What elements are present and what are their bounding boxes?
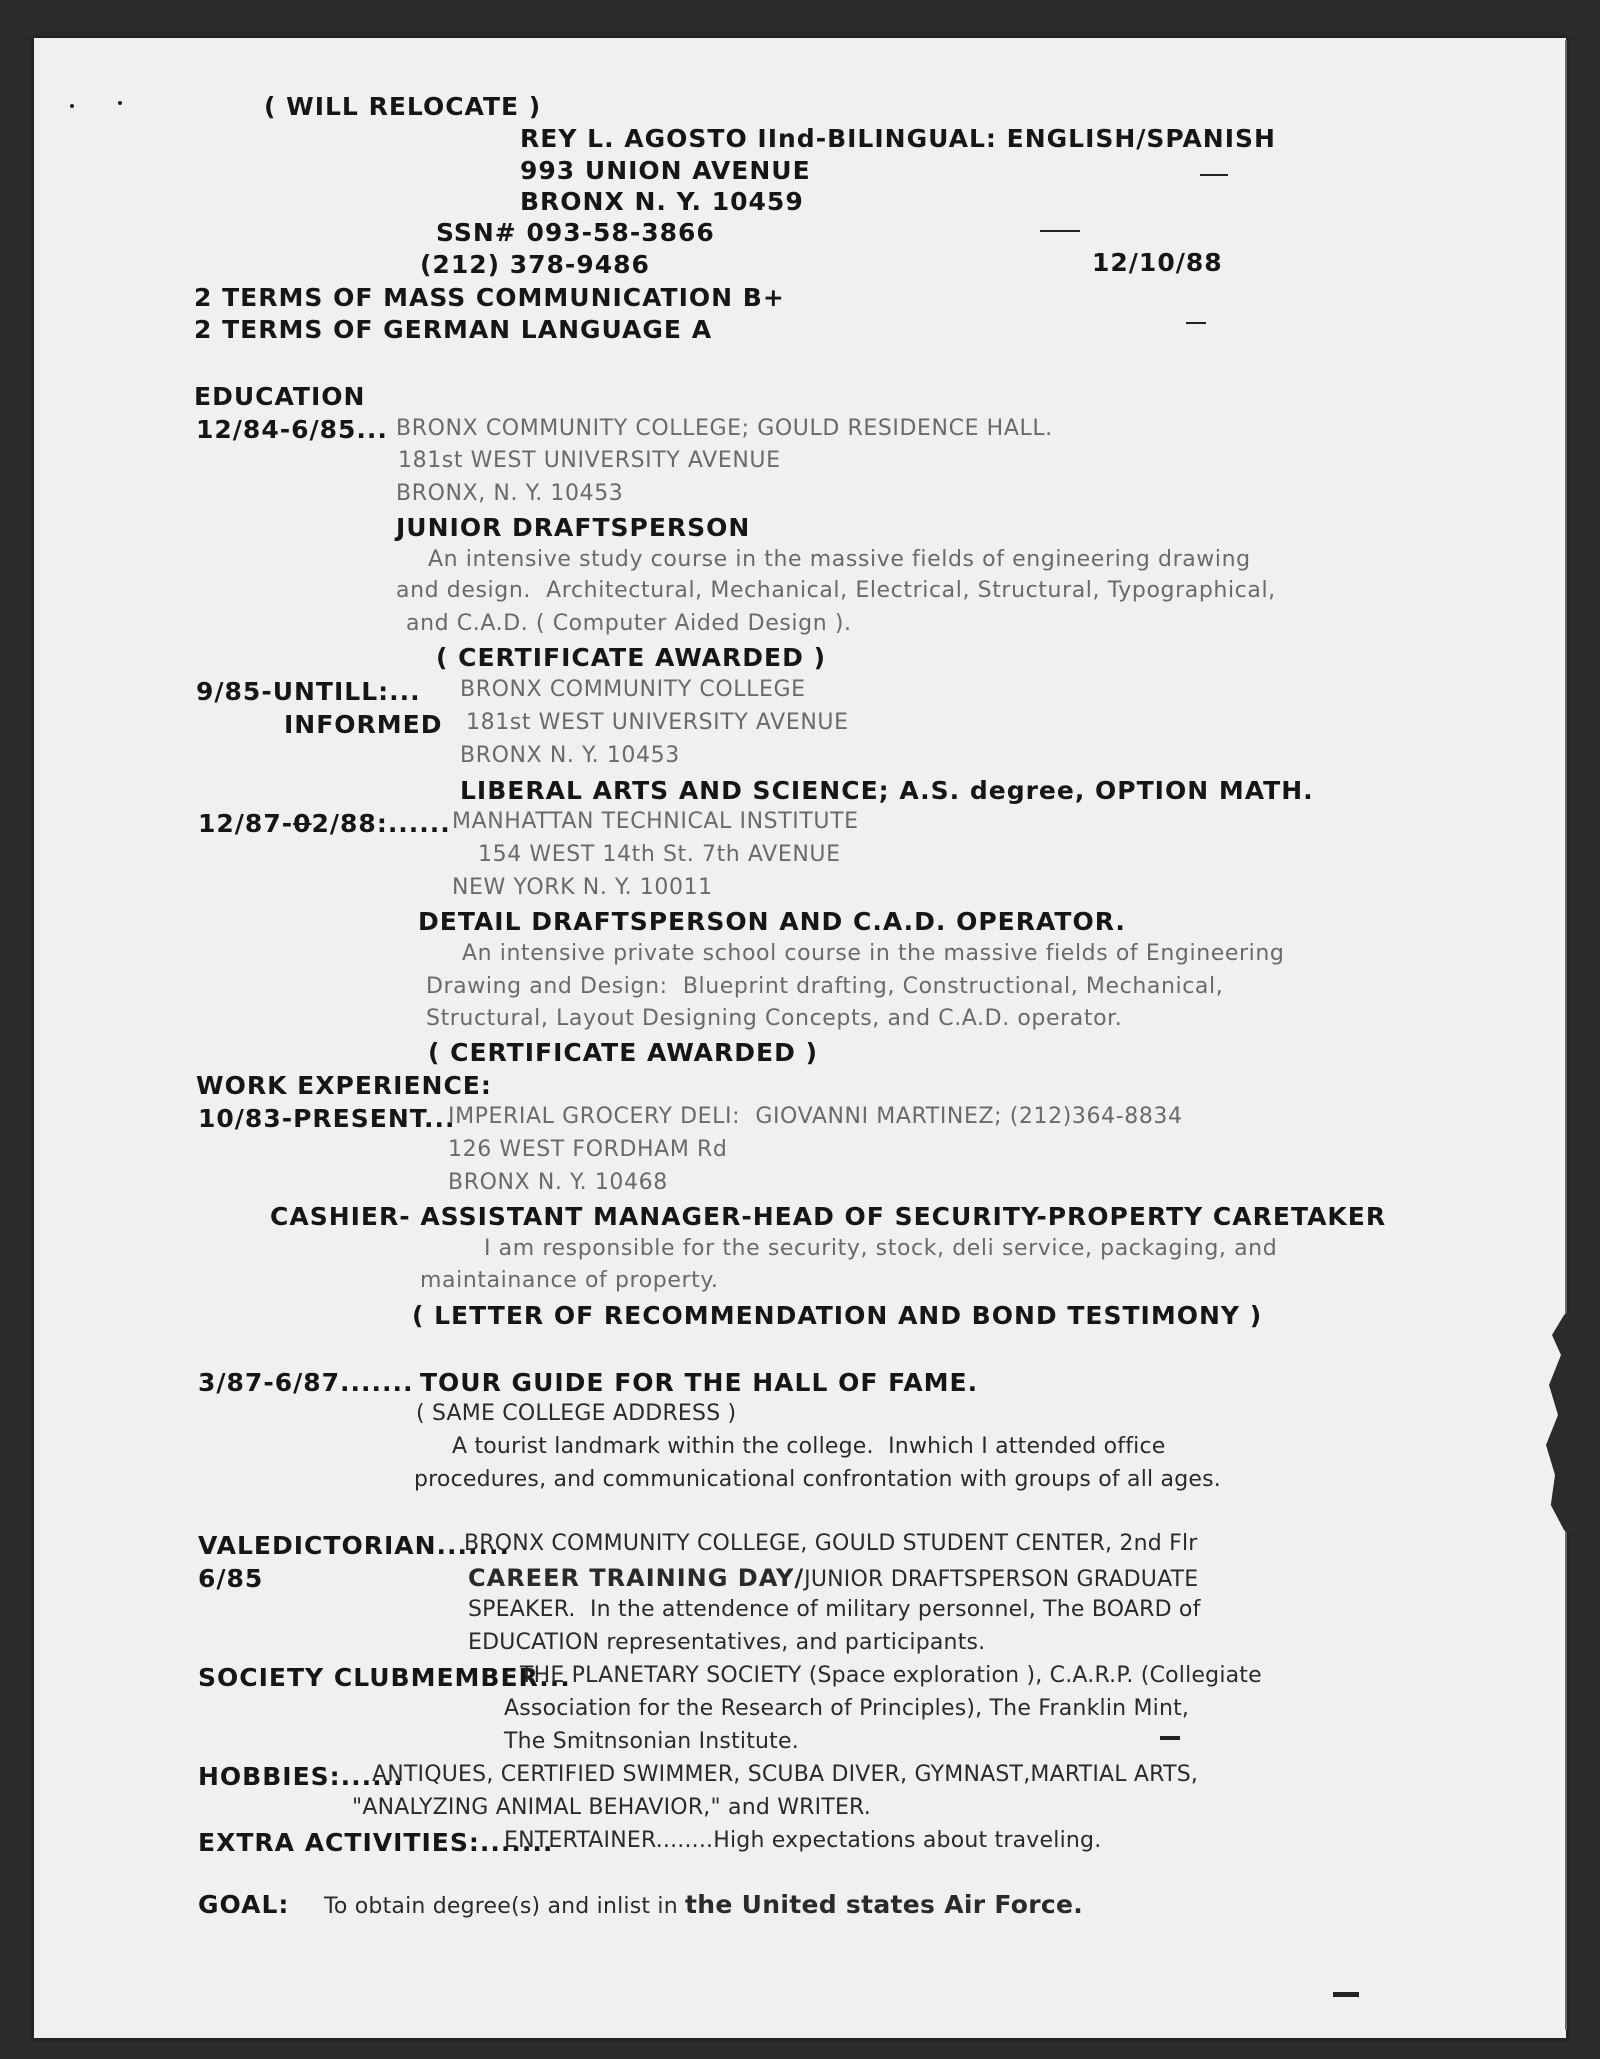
- job2-desc-1: A tourist landmark within the college. Inwhich I attended office: [452, 1434, 1166, 1459]
- scan-speck: [70, 104, 74, 108]
- edu3-award: ( CERTIFICATE AWARDED ): [428, 1038, 818, 1067]
- society-line-1: THE PLANETARY SOCIETY (Space exploration ), C.A.R.P. (Collegiate: [520, 1663, 1262, 1688]
- job1-desc-1: I am responsible for the security, stock, deli service, packaging, and: [484, 1236, 1278, 1261]
- edu1-award: ( CERTIFICATE AWARDED ): [436, 643, 826, 672]
- edu3-desc-1: An intensive private school course in the massive fields of Engineering: [462, 941, 1285, 966]
- valedictorian-date: 6/85: [198, 1564, 264, 1593]
- scan-speck: [118, 101, 122, 105]
- valedictorian-label: VALEDICTORIAN.......: [198, 1531, 511, 1560]
- edu1-title: JUNIOR DRAFTSPERSON: [396, 513, 751, 542]
- scan-mark: [1160, 1736, 1180, 1740]
- job2-date: 3/87-6/87.......: [198, 1368, 414, 1397]
- resume-date: 12/10/88: [1092, 248, 1223, 277]
- edu2-address-1: 181st WEST UNIVERSITY AVENUE: [466, 710, 849, 735]
- edu3-address-2: NEW YORK N. Y. 10011: [452, 875, 713, 900]
- valedictorian-event: CAREER TRAINING DAY/JUNIOR DRAFTSPERSON GRADUATE: [468, 1564, 1199, 1592]
- society-label: SOCIETY CLUBMEMBER...: [198, 1663, 571, 1692]
- valedictorian-desc-1: SPEAKER. In the attendence of military personnel, The BOARD of: [468, 1597, 1201, 1622]
- scan-mark: [1186, 322, 1206, 324]
- edu1-address-2: BRONX, N. Y. 10453: [396, 481, 624, 506]
- society-line-3: The Smitnsonian Institute.: [504, 1729, 799, 1754]
- edu2-address-2: BRONX N. Y. 10453: [460, 743, 680, 768]
- edu3-date: 12/87-02/88:......: [198, 809, 451, 838]
- job1-title: CASHIER- ASSISTANT MANAGER-HEAD OF SECURITY-PROPERTY CARETAKER: [270, 1202, 1387, 1231]
- extra-activities-value: ENTERTAINER........High expectations about traveling.: [504, 1828, 1102, 1853]
- goal-text: To obtain degree(s) and inlist in the United states Air Force.: [324, 1890, 1084, 1919]
- job2-address: ( SAME COLLEGE ADDRESS ): [416, 1401, 737, 1426]
- phone: (212) 378-9486: [420, 250, 650, 279]
- edu1-desc-2: and design. Architectural, Mechanical, Electrical, Structural, Typographical,: [396, 578, 1276, 603]
- job1-address-2: BRONX N. Y. 10468: [448, 1170, 668, 1195]
- scan-mark: [1333, 1992, 1359, 1997]
- work-heading: WORK EXPERIENCE:: [196, 1071, 492, 1100]
- edu3-title: DETAIL DRAFTSPERSON AND C.A.D. OPERATOR.: [418, 907, 1126, 936]
- job2-title: TOUR GUIDE FOR THE HALL OF FAME.: [420, 1368, 979, 1397]
- goal-label: GOAL:: [198, 1890, 290, 1919]
- street-address: 993 UNION AVENUE: [520, 156, 811, 185]
- hobbies-line-1: ANTIQUES, CERTIFIED SWIMMER, SCUBA DIVER, GYMNAST,MARTIAL ARTS,: [372, 1762, 1199, 1787]
- job2-desc-2: procedures, and communicational confrontation with groups of all ages.: [414, 1467, 1221, 1492]
- page-edge: [1565, 40, 1567, 2030]
- job1-address-1: 126 WEST FORDHAM Rd: [448, 1137, 728, 1162]
- education-heading: EDUCATION: [194, 382, 366, 411]
- edu2-date-cont: INFORMED: [284, 710, 443, 739]
- course-1: 2 TERMS OF MASS COMMUNICATION B+: [194, 283, 785, 312]
- job1-employer: IMPERIAL GROCERY DELI: GIOVANNI MARTINEZ; (212)364-8834: [448, 1104, 1183, 1129]
- edu1-school: BRONX COMMUNITY COLLEGE; GOULD RESIDENCE HALL.: [396, 416, 1053, 441]
- edu2-date: 9/85-UNTILL:...: [196, 677, 421, 706]
- valedictorian-place: BRONX COMMUNITY COLLEGE, GOULD STUDENT CENTER, 2nd Flr: [464, 1531, 1198, 1556]
- edu1-desc-3: and C.A.D. ( Computer Aided Design ).: [406, 611, 852, 636]
- edu3-desc-2: Drawing and Design: Blueprint drafting, Constructional, Mechanical,: [426, 974, 1224, 999]
- struck-digit: 0: [293, 809, 312, 838]
- job1-note: ( LETTER OF RECOMMENDATION AND BOND TESTIMONY ): [412, 1301, 1263, 1330]
- valedictorian-desc-2: EDUCATION representatives, and participants.: [468, 1630, 986, 1655]
- edu3-school: MANHATTAN TECHNICAL INSTITUTE: [452, 809, 859, 834]
- relocate-note: ( WILL RELOCATE ): [264, 92, 542, 121]
- goal-emphasis: the United states Air Force.: [685, 1890, 1084, 1919]
- edu1-date: 12/84-6/85...: [196, 415, 388, 444]
- job1-date: 10/83-PRESENT...: [198, 1104, 456, 1133]
- edu3-address-1: 154 WEST 14th St. 7th AVENUE: [478, 842, 841, 867]
- scan-mark: [1040, 230, 1080, 232]
- edu2-title: LIBERAL ARTS AND SCIENCE; A.S. degree, OPTION MATH.: [460, 776, 1314, 805]
- society-line-2: Association for the Research of Principles), The Franklin Mint,: [504, 1696, 1190, 1721]
- edu3-desc-3: Structural, Layout Designing Concepts, and C.A.D. operator.: [426, 1006, 1123, 1031]
- edu2-school: BRONX COMMUNITY COLLEGE: [460, 677, 806, 702]
- city-address: BRONX N. Y. 10459: [520, 187, 804, 216]
- hobbies-line-2: "ANALYZING ANIMAL BEHAVIOR," and WRITER.: [352, 1795, 871, 1820]
- hobbies-label: HOBBIES:......: [198, 1762, 404, 1791]
- extra-activities-label: EXTRA ACTIVITIES:.......: [198, 1828, 554, 1857]
- job1-desc-2: maintainance of property.: [420, 1268, 719, 1293]
- ssn: SSN# 093-58-3866: [436, 218, 715, 247]
- course-2: 2 TERMS OF GERMAN LANGUAGE A: [194, 315, 713, 344]
- edu1-desc-1: An intensive study course in the massive fields of engineering drawing: [428, 547, 1251, 572]
- applicant-name: REY L. AGOSTO IInd-BILINGUAL: ENGLISH/SPANISH: [520, 124, 1276, 153]
- scan-mark: [1200, 174, 1228, 176]
- edu1-address-1: 181st WEST UNIVERSITY AVENUE: [398, 448, 781, 473]
